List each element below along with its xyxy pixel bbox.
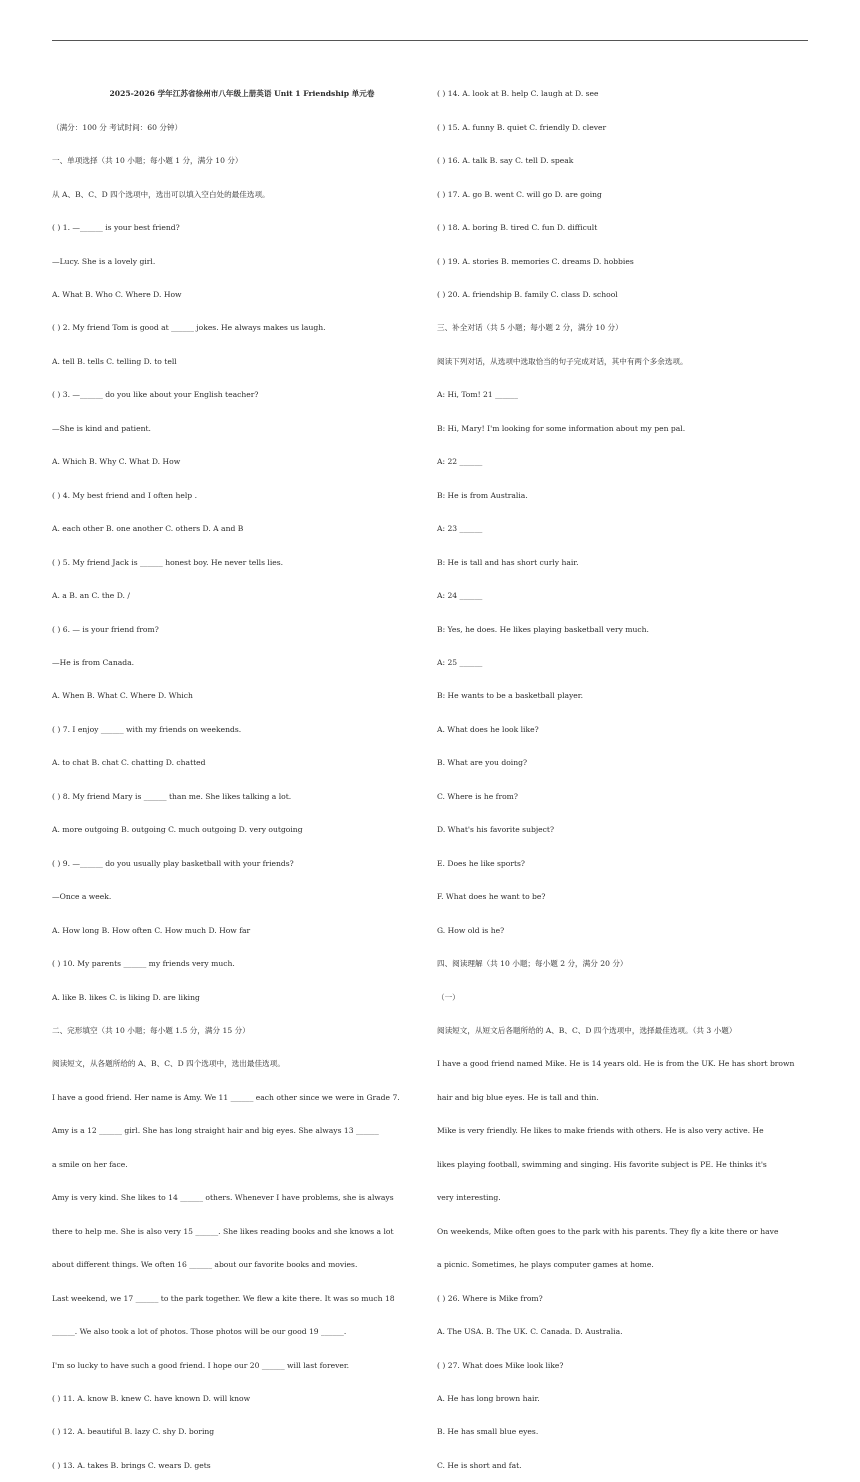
section-heading: 四、阅读理解（共 10 小题；每小题 2 分，满分 20 分）: [437, 959, 628, 969]
answer-options: A. a B. an C. the D. /: [52, 591, 130, 601]
answer-options: A. When B. What C. Where D. Which: [52, 691, 193, 701]
question-26: ( ) 26. Where is Mike from?: [437, 1293, 543, 1303]
dialogue-line: A: 24 ______: [437, 591, 483, 601]
answer-option: A. He has long brown hair.: [437, 1393, 540, 1403]
answer-options: A. What B. Who C. Where D. How: [52, 290, 182, 300]
right-column: [437, 66, 809, 1482]
exam-title: 2025-2026 学年江苏省徐州市八年级上册英语 Unit 1 Friendship 单元卷: [109, 89, 375, 99]
question-5: ( ) 5. My friend Jack is ______ honest boy. He never tells lies.: [52, 557, 284, 567]
question-27: ( ) 27. What does Mike look like?: [437, 1360, 564, 1370]
question-1: ( ) 1. —______ is your best friend?: [52, 223, 180, 233]
question-3: ( ) 3. —______ do you like about your English teacher?: [52, 390, 259, 400]
passage-line: Last weekend, we 17 ______ to the park together. We flew a kite there. It was so much 18: [52, 1293, 395, 1303]
section-heading: 三、补全对话（共 5 小题；每小题 2 分，满分 10 分）: [437, 323, 623, 333]
question-8: ( ) 8. My friend Mary is ______ than me. She likes talking a lot.: [52, 791, 292, 801]
passage-line: Amy is a 12 ______ girl. She has long straight hair and big eyes. She always 13 ______: [52, 1126, 379, 1136]
cloze-options: ( ) 15. A. funny B. quiet C. friendly D. clever: [437, 122, 607, 132]
dialogue-option: A. What does he look like?: [437, 724, 539, 734]
dialogue-line: A: 25 ______: [437, 658, 483, 668]
section-instruction: 阅读短文，从各题所给的 A、B、C、D 四个选项中，选出最佳选项。: [52, 1059, 285, 1069]
passage-line: a picnic. Sometimes, he plays computer games at home.: [437, 1260, 654, 1270]
cloze-options: ( ) 18. A. boring B. tired C. fun D. difficult: [437, 223, 598, 233]
dialogue-line: B: Hi, Mary! I'm looking for some information about my pen pal.: [437, 423, 686, 433]
answer-options: A. each other B. one another C. others D. A and B: [52, 524, 244, 534]
section-instruction: 阅读短文，从短文后各题所给的 A、B、C、D 四个选项中，选择最佳选项。（共 3 小题）: [437, 1026, 737, 1035]
header-rule: [52, 40, 808, 41]
dialogue-line: —Once a week.: [52, 892, 112, 902]
cloze-options: ( ) 20. A. friendship B. family C. class D. school: [437, 290, 618, 300]
dialogue-option: B. What are you doing?: [437, 758, 528, 768]
question-10: ( ) 10. My parents ______ my friends very much.: [52, 959, 235, 969]
passage-line: very interesting.: [437, 1193, 501, 1203]
passage-line: hair and big blue eyes. He is tall and thin.: [437, 1092, 599, 1102]
passage-line: likes playing football, swimming and singing. His favorite subject is PE. He thinks it's: [437, 1159, 767, 1169]
question-4: ( ) 4. My best friend and I often help .: [52, 490, 197, 500]
question-7: ( ) 7. I enjoy ______ with my friends on weekends.: [52, 724, 242, 734]
passage-line: Amy is very kind. She likes to 14 ______ others. Whenever I have problems, she is always: [52, 1193, 394, 1203]
passage-line: Mike is very friendly. He likes to make friends with others. He is also very active. He: [437, 1126, 764, 1136]
passage-line: I have a good friend. Her name is Amy. We 11 ______ each other since we were in Grade 7.: [52, 1092, 400, 1102]
section-instruction: 阅读下列对话，从选项中选取恰当的句子完成对话，其中有两个多余选项。: [437, 356, 688, 366]
question-9: ( ) 9. —______ do you usually play basketball with your friends?: [52, 858, 294, 868]
dialogue-option: G. How old is he?: [437, 925, 505, 935]
passage-line: On weekends, Mike often goes to the park with his parents. They fly a kite there or have: [437, 1226, 779, 1236]
dialogue-line: A: 23 ______: [437, 524, 483, 534]
cloze-options: ( ) 16. A. talk B. say C. tell D. speak: [437, 156, 574, 166]
dialogue-line: B: He is from Australia.: [437, 490, 528, 500]
dialogue-line: A: 22 ______: [437, 457, 483, 467]
dialogue-line: —She is kind and patient.: [52, 423, 151, 433]
subsection-label: （一）: [437, 992, 460, 1002]
question-2: ( ) 2. My friend Tom is good at ______ jokes. He always makes us laugh.: [52, 323, 326, 333]
passage-line: a smile on her face.: [52, 1159, 128, 1169]
passage-line: I'm so lucky to have such a good friend. I hope our 20 ______ will last forever.: [52, 1360, 350, 1370]
section-heading: 一、单项选择（共 10 小题；每小题 1 分，满分 10 分）: [52, 156, 243, 166]
answer-option: C. He is short and fat.: [437, 1460, 522, 1470]
dialogue-line: A: Hi, Tom! 21 ______: [437, 390, 518, 400]
left-column: [52, 66, 432, 1482]
dialogue-line: —He is from Canada.: [52, 658, 135, 668]
dialogue-line: B: He is tall and has short curly hair.: [437, 557, 579, 567]
passage-line: about different things. We often 16 ______ about our favorite books and movies.: [52, 1260, 358, 1270]
answer-options: A. tell B. tells C. telling D. to tell: [52, 356, 177, 366]
exam-info: （满分：100 分 考试时间：60 分钟）: [52, 122, 183, 132]
dialogue-line: —Lucy. She is a lovely girl.: [52, 256, 156, 266]
answer-options: A. How long B. How often C. How much D. How far: [52, 925, 251, 935]
dialogue-line: B: He wants to be a basketball player.: [437, 691, 584, 701]
dialogue-line: B: Yes, he does. He likes playing basketball very much.: [437, 624, 649, 634]
cloze-options: ( ) 14. A. look at B. help C. laugh at D. see: [437, 89, 599, 99]
cloze-options: ( ) 13. A. takes B. brings C. wears D. gets: [52, 1460, 211, 1470]
cloze-options: ( ) 11. A. know B. knew C. have known D. will know: [52, 1393, 251, 1403]
answer-option: B. He has small blue eyes.: [437, 1427, 539, 1437]
passage-line: I have a good friend named Mike. He is 14 years old. He is from the UK. He has short brown: [437, 1059, 795, 1069]
section-instruction: 从 A、B、C、D 四个选项中，选出可以填入空白处的最佳选项。: [52, 189, 270, 199]
answer-options: A. Which B. Why C. What D. How: [52, 457, 181, 467]
passage-line: ______. We also took a lot of photos. Those photos will be our good 19 ______.: [52, 1327, 347, 1337]
answer-options: A. The USA. B. The UK. C. Canada. D. Australia.: [437, 1327, 623, 1337]
dialogue-option: D. What's his favorite subject?: [437, 825, 555, 835]
dialogue-option: F. What does he want to be?: [437, 892, 546, 902]
passage-line: there to help me. She is also very 15 ______. She likes reading books and she knows a lot: [52, 1226, 394, 1236]
answer-options: A. to chat B. chat C. chatting D. chatted: [52, 758, 206, 768]
answer-options: A. like B. likes C. is liking D. are liking: [52, 992, 200, 1002]
question-6: ( ) 6. — is your friend from?: [52, 624, 159, 634]
cloze-options: ( ) 17. A. go B. went C. will go D. are going: [437, 189, 602, 199]
dialogue-option: E. Does he like sports?: [437, 858, 525, 868]
cloze-options: ( ) 19. A. stories B. memories C. dreams D. hobbies: [437, 256, 634, 266]
cloze-options: ( ) 12. A. beautiful B. lazy C. shy D. boring: [52, 1427, 215, 1437]
answer-options: A. more outgoing B. outgoing C. much outgoing D. very outgoing: [52, 825, 303, 835]
dialogue-option: C. Where is he from?: [437, 791, 518, 801]
section-heading: 二、完形填空（共 10 小题；每小题 1.5 分，满分 15 分）: [52, 1026, 250, 1035]
